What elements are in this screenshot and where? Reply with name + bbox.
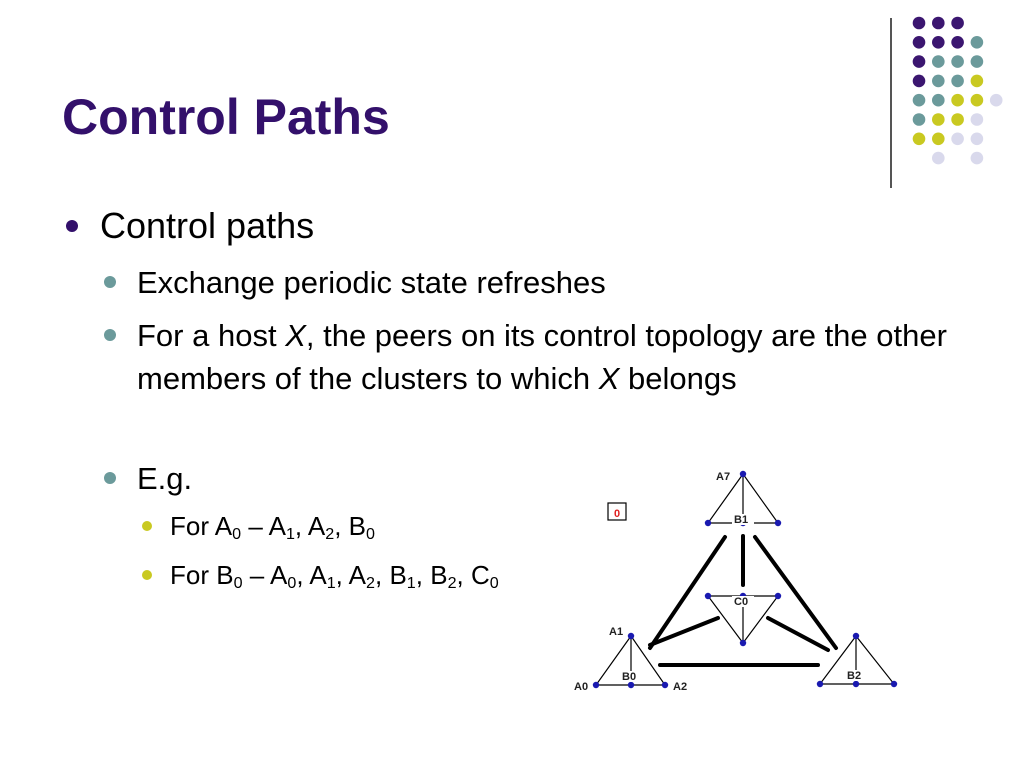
bullet-exchange-refreshes: [104, 261, 606, 304]
bullet-text: For $B_0 - A_0$, $A_1$, $A_2$, $B_1$, $B_2$, $C_0$: [170, 560, 499, 593]
node-label-a1: A1: [609, 626, 624, 638]
bullet-text: Exchange periodic state refreshes: [137, 265, 606, 300]
decorative-dot: [932, 94, 945, 107]
decorative-dot: [971, 133, 984, 146]
decorative-dot: [951, 75, 964, 88]
decorative-dot: [932, 113, 945, 126]
example-b0: [142, 559, 499, 591]
decorative-dot: [971, 113, 984, 126]
bullet-example: [104, 457, 192, 500]
decorative-dot: [913, 94, 926, 107]
bullet-text: E.g.: [137, 461, 193, 496]
page-title: Control Paths: [62, 89, 390, 145]
decorative-dot: [913, 36, 926, 49]
decorative-dot: [913, 113, 926, 126]
example-a0: [142, 510, 375, 542]
decorative-dot: [913, 75, 926, 88]
decorative-dot: [913, 17, 926, 30]
node-label-c0: C0: [734, 596, 749, 608]
bullet-icon: [104, 276, 116, 288]
bullet-icon: [142, 521, 152, 531]
decorative-dot: [913, 133, 926, 146]
decorative-dot: [951, 17, 964, 30]
decorative-dot: [971, 55, 984, 68]
decorative-dot: [990, 94, 1003, 107]
title-divider-line: [890, 18, 892, 188]
decorative-dot: [971, 36, 984, 49]
node-label-a7: A7: [716, 471, 731, 483]
bullet-text: For $A_0 - A_1$, $A_2$, $B_0$: [170, 511, 375, 544]
bullet-text: Control paths: [100, 205, 315, 246]
decorative-dot: [951, 94, 964, 107]
decorative-dot: [932, 55, 945, 68]
layer-tag-label: 0: [613, 508, 621, 520]
control-topology-diagram: [560, 460, 910, 700]
decorative-dot: [932, 133, 945, 146]
bullet-icon: [66, 220, 78, 232]
decorative-dot: [913, 55, 926, 68]
node-label-b0: B0: [622, 671, 637, 683]
decorative-dot: [932, 152, 945, 165]
node-label-b2: B2: [847, 670, 862, 682]
node-label-a2: A2: [673, 681, 688, 693]
decorative-dot: [951, 133, 964, 146]
decorative-dot: [951, 36, 964, 49]
decorative-dot: [932, 17, 945, 30]
decorative-dot: [971, 94, 984, 107]
bullet-icon: [104, 329, 116, 341]
bullet-icon: [104, 472, 116, 484]
decorative-dot: [971, 75, 984, 88]
decorative-dot: [951, 113, 964, 126]
bullet-text: For a host X, the peers on its control topology are the other members of the clusters to which X belongs: [137, 318, 947, 396]
bullet-host-peers: [104, 314, 957, 400]
node-label-b1: B1: [734, 514, 749, 526]
decorative-dot: [932, 75, 945, 88]
node-label-a0: A0: [574, 681, 589, 693]
bullet-control-paths: [66, 205, 314, 247]
decorative-dot: [951, 55, 964, 68]
bullet-icon: [142, 570, 152, 580]
decorative-dot: [932, 36, 945, 49]
decorative-dot: [971, 152, 984, 165]
